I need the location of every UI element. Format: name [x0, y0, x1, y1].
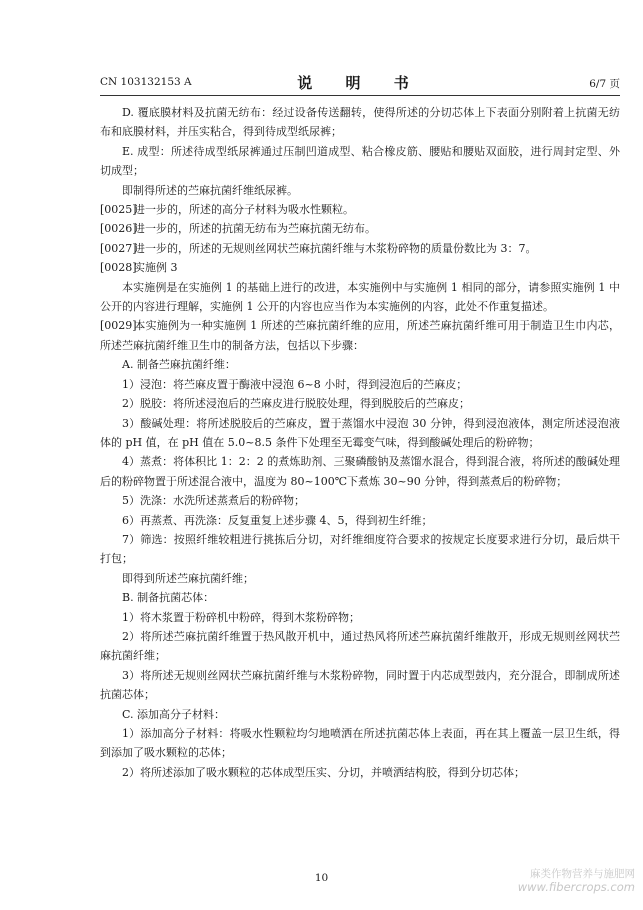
paragraph-text: 1）添加高分子材料：将吸水性颗粒均匀地喷洒在所述抗菌芯体上表面，再在其上覆盖一层卫生纸，得到添加了吸水颗粒的芯体； — [100, 727, 620, 760]
paragraph-number: [0029] — [100, 319, 137, 333]
paragraph-text: 4）蒸煮：将体积比 1：2：2 的煮炼助剂、三聚磷酸钠及蒸馏水混合，得到混合液，将所述的酸碱处理后的粉碎物置于所述混合液中，温度为 80~100℃下煮炼 30~90 分钟，得到蒸煮后的粉碎物； — [100, 455, 620, 488]
paragraph-text: 本实施例是在实施例 1 的基础上进行的改进，本实施例中与实施例 1 相同的部分，请参照实施例 1 中公开的内容进行理解，实施例 1 公开的内容也应当作为本实施例的内容，此处不作重复描述。 — [100, 280, 620, 314]
paragraph-number: [0028] — [100, 261, 137, 275]
paragraph-text: 2）脱胶：将所述浸泡后的苎麻皮进行脱胶处理，得到脱胶后的苎麻皮； — [122, 397, 470, 411]
paragraph-text: 2）将所述苎麻抗菌纤维置于热风散开机中，通过热风将所述苎麻抗菌纤维散开，形成无规则丝网状苎麻抗菌纤维； — [100, 629, 620, 663]
watermark — [518, 868, 635, 894]
paragraph — [100, 394, 620, 413]
paragraph-text: 进一步的，所述的无规则丝网状苎麻抗菌纤维与木浆粉碎物的质量份数比为 3：7。 — [134, 241, 537, 255]
paragraph — [100, 530, 620, 569]
watermark-url: www.fibercrops.com — [517, 880, 635, 894]
paragraph — [100, 588, 620, 607]
page-indicator: 6/7 页 — [589, 78, 620, 90]
paragraph — [100, 569, 620, 588]
paragraph — [100, 375, 620, 394]
paragraph-text: D. 覆底膜材料及抗菌无纺布：经过设备传送翻转，使得所述的分切芯体上下表面分别附着上抗菌无纺布和底膜材料，并压实粘合，得到待成型纸尿裤； — [100, 106, 620, 139]
paragraph-text: 即得到所述苎麻抗菌纤维； — [122, 571, 254, 585]
paragraph — [100, 724, 620, 763]
document-title: 说 明 书 — [297, 74, 423, 92]
paragraph — [100, 705, 620, 724]
paragraph-text: 1）将木浆置于粉碎机中粉碎，得到木浆粉碎物； — [122, 610, 360, 624]
paragraph — [100, 200, 620, 219]
watermark-text: 麻类作物营养与施肥网 — [530, 868, 635, 880]
paragraph-text: C. 添加高分子材料： — [122, 707, 226, 721]
paragraph — [100, 763, 620, 782]
document-body — [100, 103, 620, 782]
paragraph — [100, 278, 620, 317]
paragraph-text: 进一步的，所述的抗菌无纺布为苎麻抗菌无纺布。 — [134, 222, 376, 236]
paragraph — [100, 258, 620, 277]
paragraph — [100, 219, 620, 238]
page-number: 10 — [314, 872, 329, 884]
paragraph — [100, 181, 620, 200]
paragraph — [100, 608, 620, 627]
paragraph — [100, 627, 620, 666]
paragraph-number: [0027] — [100, 241, 137, 255]
paragraph-text: 2）将所述添加了吸水颗粒的芯体成型压实、分切，并喷洒结构胶，得到分切芯体； — [122, 765, 525, 779]
paragraph — [100, 511, 620, 530]
paragraph-number: [0026] — [100, 222, 137, 236]
paragraph-text: 7）筛选：按照纤维较粗进行挑拣后分切，对纤维细度符合要求的按规定长度要求进行分切，最后烘干打包； — [100, 532, 620, 566]
paragraph — [100, 452, 620, 491]
paragraph-text: 实施例 3 — [134, 261, 178, 275]
header-divider — [100, 95, 620, 96]
paragraph — [100, 316, 620, 355]
paragraph-text: 3）酸碱处理：将所述脱胶后的苎麻皮，置于蒸馏水中浸泡 30 分钟，得到浸泡液体，测定所述浸泡液体的 pH 值，在 pH 值在 5.0~8.5 条件下处理至无霉变气味，得到酸碱处理后的粉碎物； — [100, 416, 620, 449]
paragraph-text: B. 制备抗菌芯体： — [122, 591, 215, 605]
paragraph-text: 进一步的，所述的高分子材料为吸水性颗粒。 — [134, 203, 354, 217]
paragraph-text: 5）洗涤：水洗所述蒸煮后的粉碎物； — [122, 494, 305, 508]
paragraph — [100, 239, 620, 258]
page-header — [100, 72, 620, 92]
paragraph-text: E. 成型：所述待成型纸尿裤通过压制凹道成型、粘合橡皮筋、腰贴和腰贴双面胶，进行周封定型、外切成型； — [100, 144, 620, 178]
paragraph — [100, 142, 620, 181]
paragraph — [100, 666, 620, 705]
paragraph — [100, 491, 620, 510]
patent-number: CN 103132153 A — [100, 76, 192, 88]
paragraph-text: 1）浸泡：将苎麻皮置于酶液中浸泡 6~8 小时，得到浸泡后的苎麻皮； — [122, 377, 468, 391]
paragraph — [100, 103, 620, 142]
paragraph-text: 3）将所述无规则丝网状苎麻抗菌纤维与木浆粉碎物，同时置于内芯成型鼓内，充分混合，即制成所述抗菌芯体； — [100, 668, 620, 702]
paragraph-text: 本实施例为一种实施例 1 所述的苎麻抗菌纤维的应用，所述苎麻抗菌纤维可用于制造卫生巾内芯，所述苎麻抗菌纤维卫生巾的制备方法，包括以下步骤： — [100, 319, 620, 352]
paragraph — [100, 414, 620, 453]
paragraph — [100, 355, 620, 374]
paragraph-number: [0025] — [100, 203, 137, 217]
paragraph-text: A. 制备苎麻抗菌纤维： — [122, 358, 236, 372]
paragraph-text: 即制得所述的苎麻抗菌纤维纸尿裤。 — [122, 183, 298, 197]
paragraph-text: 6）再蒸煮、再洗涤：反复重复上述步骤 4、5，得到初生纤维； — [122, 513, 433, 527]
